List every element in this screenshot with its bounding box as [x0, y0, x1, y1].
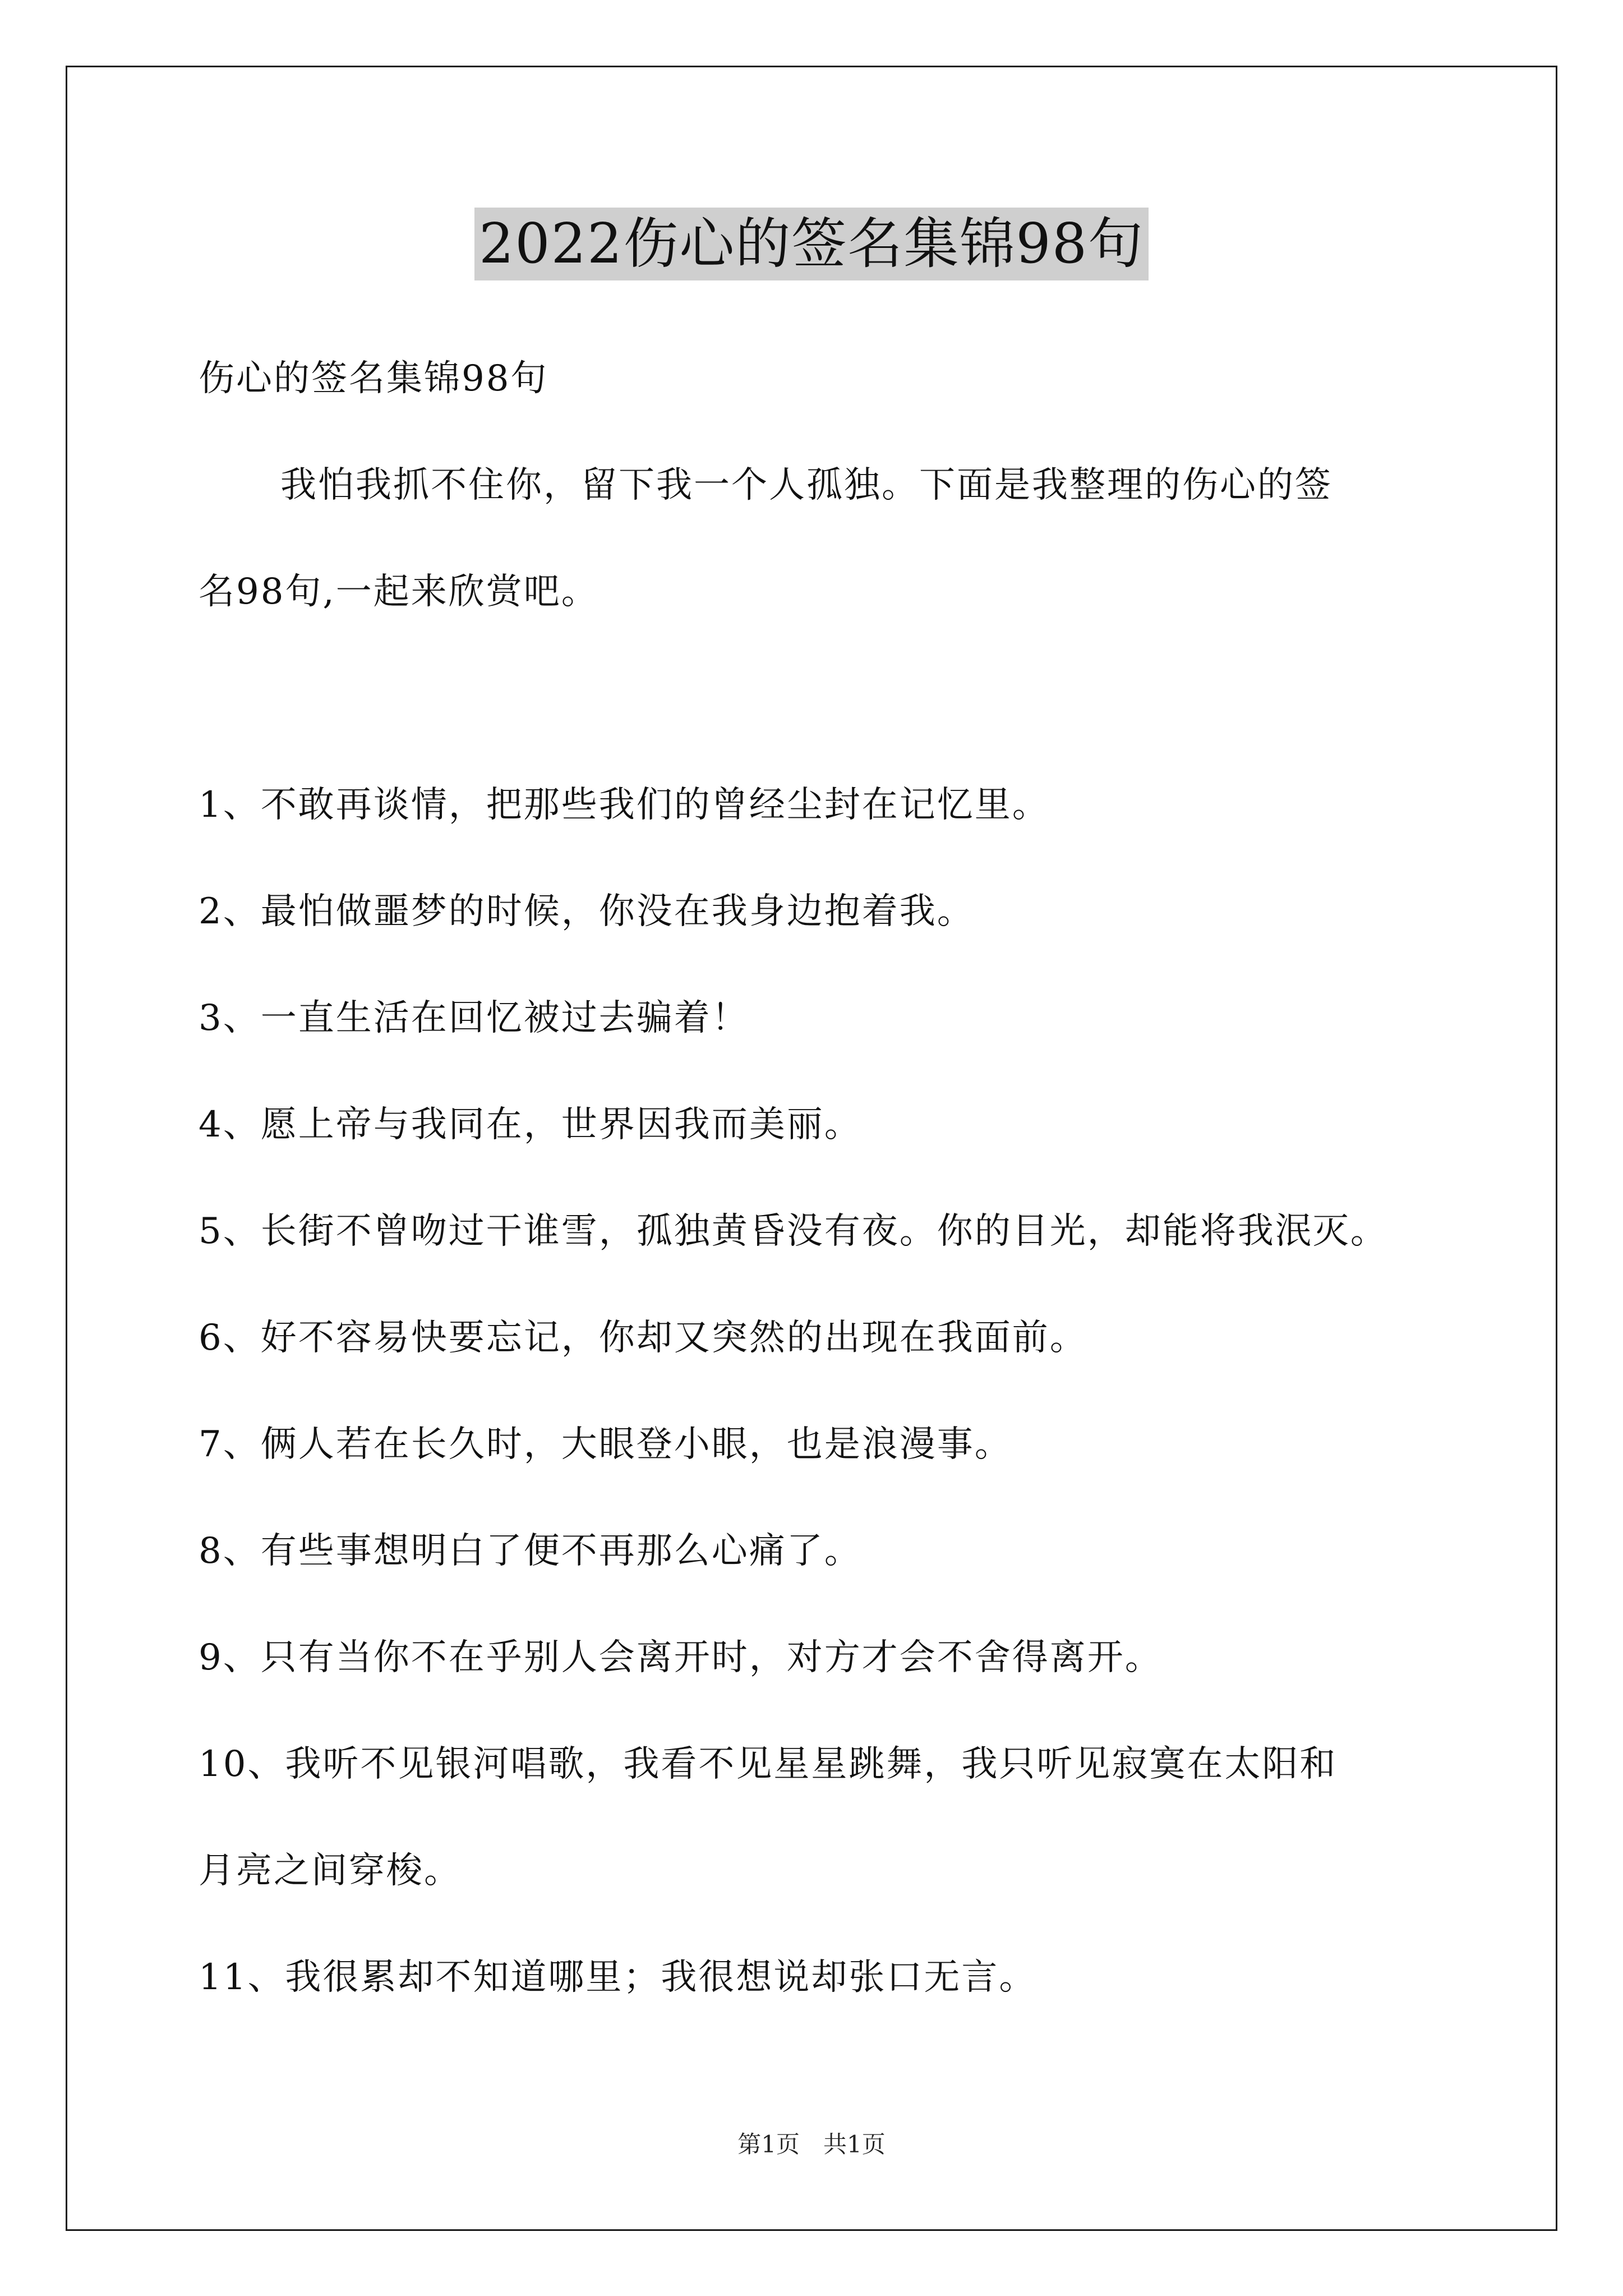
intro-line-2: 名98句,一起来欣赏吧。	[199, 571, 599, 613]
list-item-5: 5、长街不曾吻过干谁雪，孤独黄昏没有夜。你的目光，却能将我泯灭。	[199, 1211, 1388, 1252]
document-subtitle: 伤心的签名集锦98句	[199, 358, 548, 399]
list-item-10-line-2: 月亮之间穿梭。	[199, 1850, 462, 1892]
title-container	[0, 208, 1623, 280]
list-item-1: 1、不敢再谈情，把那些我们的曾经尘封在记忆里。	[199, 784, 1050, 826]
list-item-2: 2、最怕做噩梦的时候，你没在我身边抱着我。	[199, 891, 975, 932]
list-item-3: 3、一直生活在回忆被过去骗着！	[199, 997, 749, 1039]
list-item-6: 6、好不容易快要忘记，你却又突然的出现在我面前。	[199, 1317, 1087, 1359]
list-item-10-line-1: 10、我听不见银河唱歌，我看不见星星跳舞，我只听见寂寞在太阳和	[199, 1743, 1338, 1785]
list-item-9: 9、只有当你不在乎别人会离开时，对方才会不舍得离开。	[199, 1637, 1163, 1678]
list-item-7: 7、俩人若在长久时，大眼登小眼，也是浪漫事。	[199, 1424, 1012, 1465]
list-item-8: 8、有些事想明白了便不再那么心痛了。	[199, 1530, 862, 1572]
list-item-11: 11、我很累却不知道哪里；我很想说却张口无言。	[199, 1957, 1037, 1998]
page-footer: 第1页 共1页	[737, 2131, 886, 2158]
intro-line-1: 我怕我抓不住你，留下我一个人孤独。下面是我整理的伤心的签	[280, 464, 1332, 506]
list-item-4: 4、愿上帝与我同在，世界因我而美丽。	[199, 1104, 862, 1145]
document-title: 2022伤心的签名集锦98句	[474, 208, 1149, 280]
